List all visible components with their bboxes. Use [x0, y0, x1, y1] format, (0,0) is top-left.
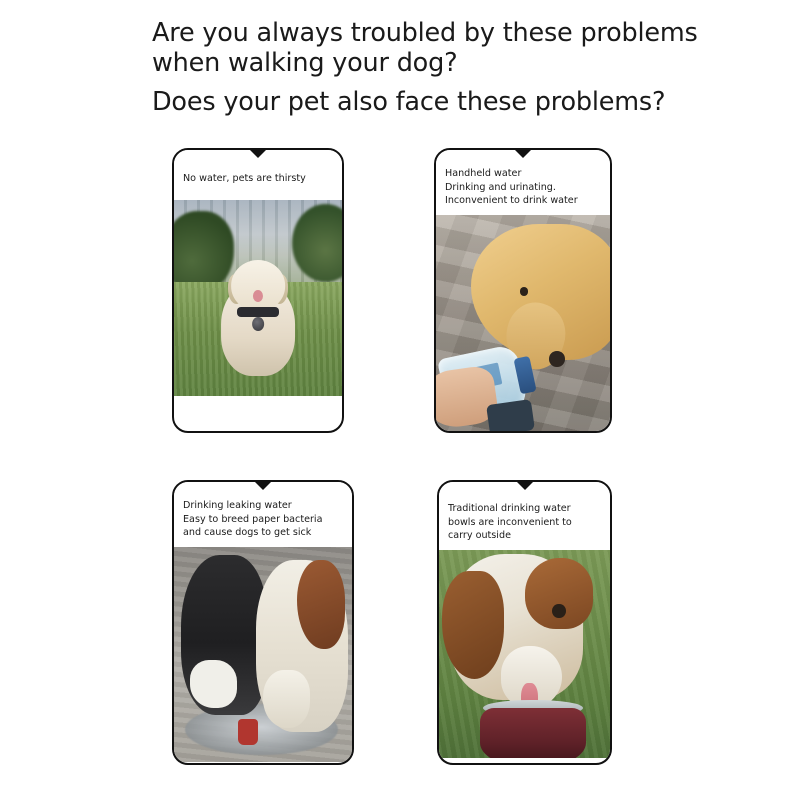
card-caption: [436, 150, 610, 215]
triangle-pointer-icon: [254, 481, 272, 490]
card-photo-bottle-drinking: [436, 215, 610, 433]
triangle-pointer-icon: [249, 149, 267, 158]
problem-card-traditional-bowl: [437, 480, 612, 765]
photo-dog-head: [231, 260, 285, 311]
problem-card-thirsty: [172, 148, 344, 433]
problem-card-handheld-water: [434, 148, 612, 433]
caption-line: Drinking and urinating.: [445, 181, 556, 193]
headline-line-1: Are you always troubled by these problems: [152, 18, 698, 48]
photo-dog-tongue: [253, 290, 263, 302]
caption-line: No water, pets are thirsty: [183, 173, 306, 184]
caption-line: Traditional drinking water: [448, 503, 571, 514]
caption-line: and cause dogs to get sick: [183, 527, 312, 539]
card-caption: [439, 482, 610, 550]
photo-beagle-ear: [442, 571, 504, 679]
photo-dog-tag: [252, 317, 264, 331]
photo-black-dog: [181, 555, 266, 714]
photo-retriever-nose: [549, 351, 565, 366]
caption-line: Inconvenient to drink water: [445, 195, 578, 207]
caption-line: Handheld water: [445, 168, 522, 179]
photo-dog-collar: [237, 307, 279, 317]
card-caption: [174, 482, 352, 547]
photo-beagle-head: [525, 558, 593, 629]
triangle-pointer-icon: [514, 149, 532, 158]
photo-sleeve: [486, 399, 535, 433]
photo-beagle-eye: [552, 604, 566, 619]
triangle-pointer-icon: [516, 481, 534, 490]
headline-line-3: Does your pet also face these problems?: [152, 87, 666, 118]
caption-line: bowls are inconvenient to: [448, 516, 572, 528]
card-photo-puppy-on-grass: [174, 200, 342, 396]
photo-brown-white-dog: [256, 560, 349, 732]
problem-card-leaking-water: [172, 480, 354, 765]
caption-line: Drinking leaking water: [183, 500, 292, 511]
photo-dog-bowl: [480, 708, 586, 758]
caption-line: carry outside: [448, 530, 511, 542]
card-photo-beagle-bowl: [439, 550, 610, 758]
card-photo-puddle-drinking: [174, 547, 352, 762]
photo-red-boot: [238, 719, 258, 745]
caption-line: Easy to breed paper bacteria: [183, 513, 323, 525]
headline-line-2: when walking your dog?: [152, 48, 458, 79]
